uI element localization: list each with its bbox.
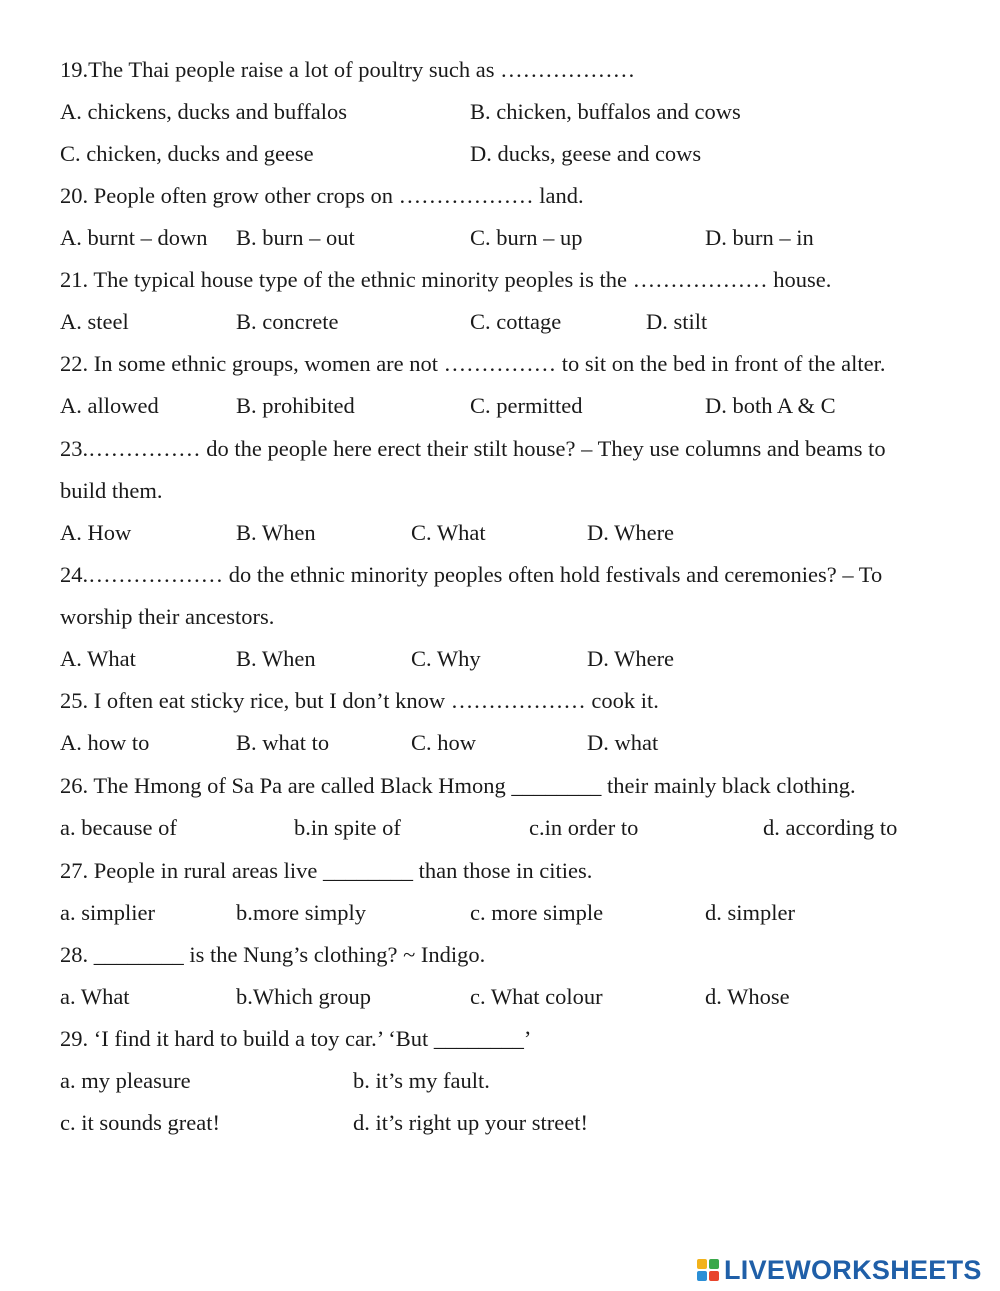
logo-grid-icon: [697, 1259, 719, 1281]
liveworksheets-logo[interactable]: [697, 1255, 982, 1285]
option-c[interactable]: C. how: [411, 730, 477, 755]
question-27-stem: 27. People in rural areas live ________ than those in cities.: [60, 858, 593, 883]
option-a[interactable]: A. What: [60, 646, 136, 671]
option-c[interactable]: C. permitted: [470, 393, 583, 418]
option-c[interactable]: C. cottage: [470, 309, 562, 334]
option-d[interactable]: d. Whose: [705, 984, 790, 1009]
option-b[interactable]: b. it’s my fault.: [353, 1068, 490, 1093]
option-a[interactable]: A. allowed: [60, 393, 159, 418]
option-d[interactable]: D. Where: [587, 520, 675, 545]
option-a[interactable]: A. How: [60, 520, 132, 545]
option-b[interactable]: b.Which group: [236, 984, 371, 1009]
option-d[interactable]: D. ducks, geese and cows: [470, 141, 702, 166]
option-b[interactable]: B. chicken, buffalos and cows: [470, 99, 741, 124]
option-b[interactable]: b.in spite of: [294, 815, 401, 840]
option-d[interactable]: d. it’s right up your street!: [353, 1110, 588, 1135]
question-24-stem: 24.……………… do the ethnic minority peoples often hold festivals and ceremonies? – To: [60, 562, 883, 587]
option-a[interactable]: A. steel: [60, 309, 129, 334]
option-a[interactable]: A. burnt – down: [60, 225, 208, 250]
option-d[interactable]: d. simpler: [705, 900, 795, 925]
option-a[interactable]: a. What: [60, 984, 130, 1009]
option-d[interactable]: D. burn – in: [705, 225, 814, 250]
option-a[interactable]: A. how to: [60, 730, 150, 755]
option-c[interactable]: C. What: [411, 520, 486, 545]
option-b[interactable]: B. concrete: [236, 309, 339, 334]
question-25-stem: 25. I often eat sticky rice, but I don’t know ……………… cook it.: [60, 688, 659, 713]
option-a[interactable]: a. because of: [60, 815, 177, 840]
question-23-stem-cont: build them.: [60, 478, 163, 503]
option-b[interactable]: B. what to: [236, 730, 330, 755]
option-b[interactable]: B. When: [236, 646, 316, 671]
option-c[interactable]: c.in order to: [529, 815, 639, 840]
option-d[interactable]: D. stilt: [646, 309, 708, 334]
question-19-stem: 19.The Thai people raise a lot of poultry such as ………………: [60, 57, 636, 82]
option-d[interactable]: D. both A & C: [705, 393, 836, 418]
logo-text: LIVEWORKSHEETS: [724, 1254, 982, 1285]
question-26-stem: 26. The Hmong of Sa Pa are called Black Hmong ________ their mainly black clothing.: [60, 773, 856, 798]
option-c[interactable]: C. chicken, ducks and geese: [60, 141, 314, 166]
option-a[interactable]: a. simplier: [60, 900, 155, 925]
logo-square-icon: [697, 1259, 707, 1269]
option-c[interactable]: c. more simple: [470, 900, 604, 925]
option-d[interactable]: D. Where: [587, 646, 675, 671]
question-22-stem: 22. In some ethnic groups, women are not …………… to sit on the bed in front of the alter.: [60, 351, 886, 376]
option-a[interactable]: A. chickens, ducks and buffalos: [60, 99, 348, 124]
question-23-stem: 23.…………… do the people here erect their stilt house? – They use columns and beams to: [60, 436, 886, 461]
option-b[interactable]: B. When: [236, 520, 316, 545]
option-c[interactable]: C. burn – up: [470, 225, 583, 250]
logo-square-icon: [709, 1259, 719, 1269]
option-c[interactable]: c. What colour: [470, 984, 603, 1009]
option-b[interactable]: B. prohibited: [236, 393, 355, 418]
logo-square-icon: [709, 1271, 719, 1281]
question-24-stem-cont: worship their ancestors.: [60, 604, 275, 629]
option-c[interactable]: C. Why: [411, 646, 481, 671]
question-20-stem: 20. People often grow other crops on ……………… land.: [60, 183, 584, 208]
question-28-stem: 28. ________ is the Nung’s clothing? ~ Indigo.: [60, 942, 486, 967]
option-b[interactable]: B. burn – out: [236, 225, 355, 250]
option-c[interactable]: c. it sounds great!: [60, 1110, 220, 1135]
option-d[interactable]: d. according to: [763, 815, 898, 840]
option-a[interactable]: a. my pleasure: [60, 1068, 191, 1093]
option-b[interactable]: b.more simply: [236, 900, 366, 925]
option-d[interactable]: D. what: [587, 730, 659, 755]
logo-square-icon: [697, 1271, 707, 1281]
question-21-stem: 21. The typical house type of the ethnic minority peoples is the ……………… house.: [60, 267, 832, 292]
question-29-stem: 29. ‘I find it hard to build a toy car.’ ‘But ________’: [60, 1026, 532, 1051]
